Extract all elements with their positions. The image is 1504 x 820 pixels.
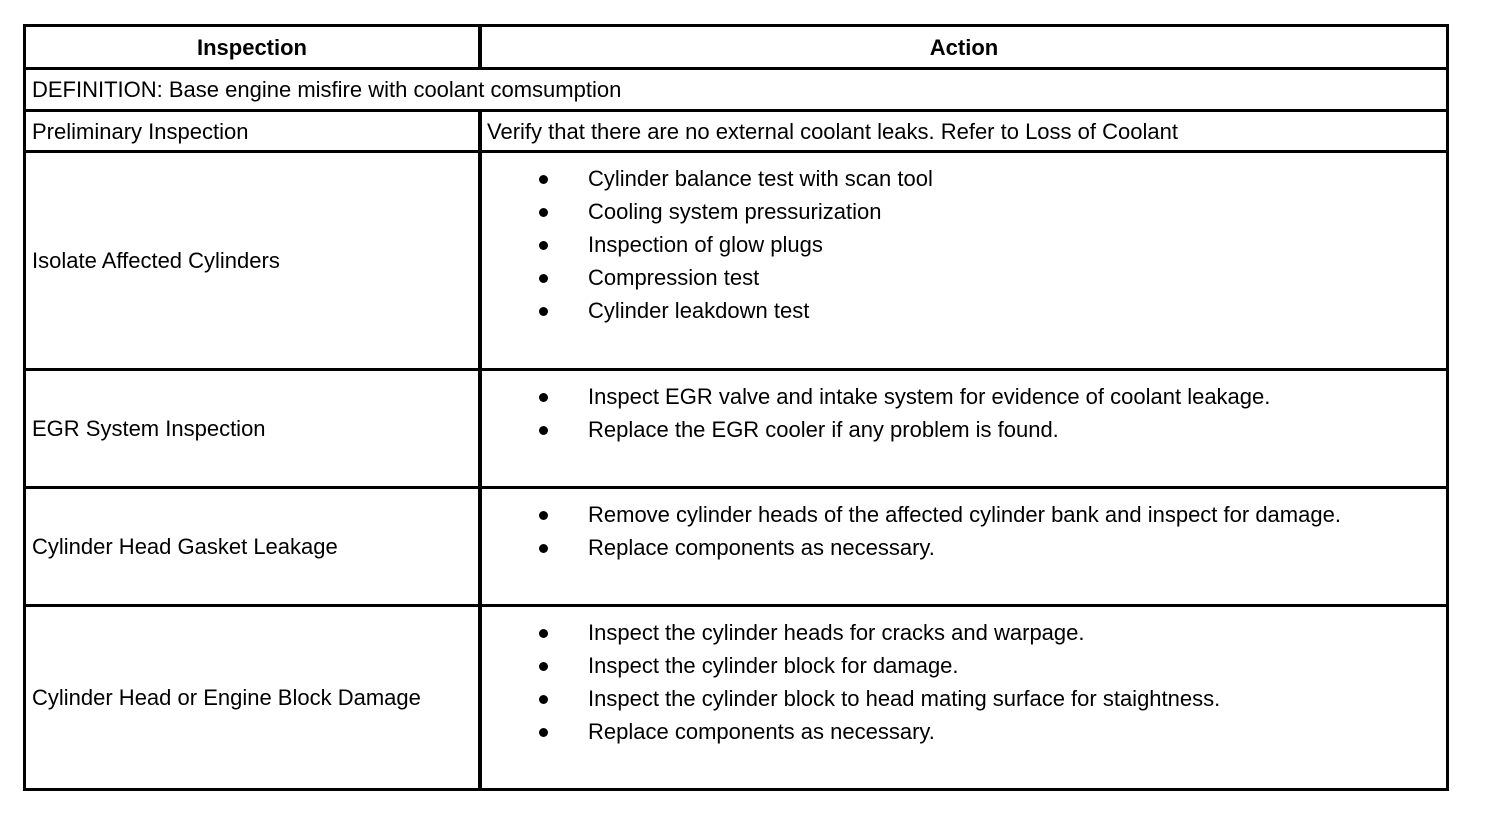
bullet-icon (539, 274, 548, 283)
table-header-row (26, 27, 1446, 67)
action-cell (482, 371, 1446, 486)
column-divider (478, 112, 482, 788)
action-text: Replace components as necessary. (588, 535, 935, 560)
action-text: Cylinder leakdown test (588, 298, 810, 323)
action-text: Inspect the cylinder block to head mating surface for staightness. (588, 686, 1221, 711)
action-text: Remove cylinder heads of the affected cylinder bank and inspect for damage. (588, 502, 1341, 527)
action-text: Cooling system pressurization (588, 199, 882, 224)
bullet-icon (539, 629, 548, 638)
bullet-icon (539, 393, 548, 402)
action-text: Inspect the cylinder block for damage. (588, 653, 959, 678)
list-item (482, 294, 933, 327)
bullet-icon (539, 241, 548, 250)
inspection-cell: Cylinder Head or Engine Block Damage (32, 685, 421, 710)
definition-text: DEFINITION: Base engine misfire with coolant comsumption (32, 77, 622, 102)
action-list (482, 616, 1220, 748)
inspection-cell: Isolate Affected Cylinders (32, 248, 280, 273)
table-row (26, 371, 1446, 486)
action-list (482, 162, 933, 327)
list-item (482, 228, 933, 261)
action-cell (482, 607, 1446, 788)
bullet-icon (539, 208, 548, 217)
action-text: Inspection of glow plugs (588, 232, 823, 257)
action-text: Cylinder balance test with scan tool (588, 166, 933, 191)
table-row (26, 489, 1446, 604)
list-item (482, 162, 933, 195)
diagnostic-table (23, 24, 1449, 791)
list-item (482, 195, 933, 228)
list-item (482, 498, 1341, 531)
action-cell (482, 489, 1446, 604)
bullet-icon (539, 511, 548, 520)
bullet-icon (539, 728, 548, 737)
list-item (482, 682, 1220, 715)
action-text: Inspect EGR valve and intake system for evidence of coolant leakage. (588, 384, 1271, 409)
action-text: Replace the EGR cooler if any problem is found. (588, 417, 1059, 442)
table-row (26, 112, 1446, 150)
bullet-icon (539, 544, 548, 553)
inspection-cell: EGR System Inspection (32, 416, 266, 441)
bullet-icon (539, 662, 548, 671)
list-item (482, 715, 1220, 748)
list-item (482, 380, 1270, 413)
action-text: Compression test (588, 265, 760, 290)
list-item (482, 413, 1270, 446)
action-cell: Verify that there are no external coolant leaks. Refer to Loss of Coolant (487, 118, 1178, 144)
action-cell (482, 153, 1446, 368)
list-item (482, 531, 1341, 564)
bullet-icon (539, 175, 548, 184)
bullet-icon (539, 307, 548, 316)
inspection-cell: Preliminary Inspection (32, 118, 249, 144)
list-item (482, 616, 1220, 649)
inspection-cell: Cylinder Head Gasket Leakage (32, 534, 338, 559)
list-item (482, 261, 933, 294)
bullet-icon (539, 695, 548, 704)
column-divider (478, 27, 482, 67)
action-text: Replace components as necessary. (588, 719, 935, 744)
table-row (26, 607, 1446, 788)
column-header-inspection: Inspection (196, 34, 307, 60)
column-header-action: Action (929, 34, 999, 60)
list-item (482, 649, 1220, 682)
action-list (482, 380, 1270, 446)
table-row (26, 153, 1446, 368)
definition-row (26, 70, 1446, 109)
bullet-icon (539, 426, 548, 435)
action-text: Inspect the cylinder heads for cracks and warpage. (588, 620, 1085, 645)
action-list (482, 498, 1341, 564)
